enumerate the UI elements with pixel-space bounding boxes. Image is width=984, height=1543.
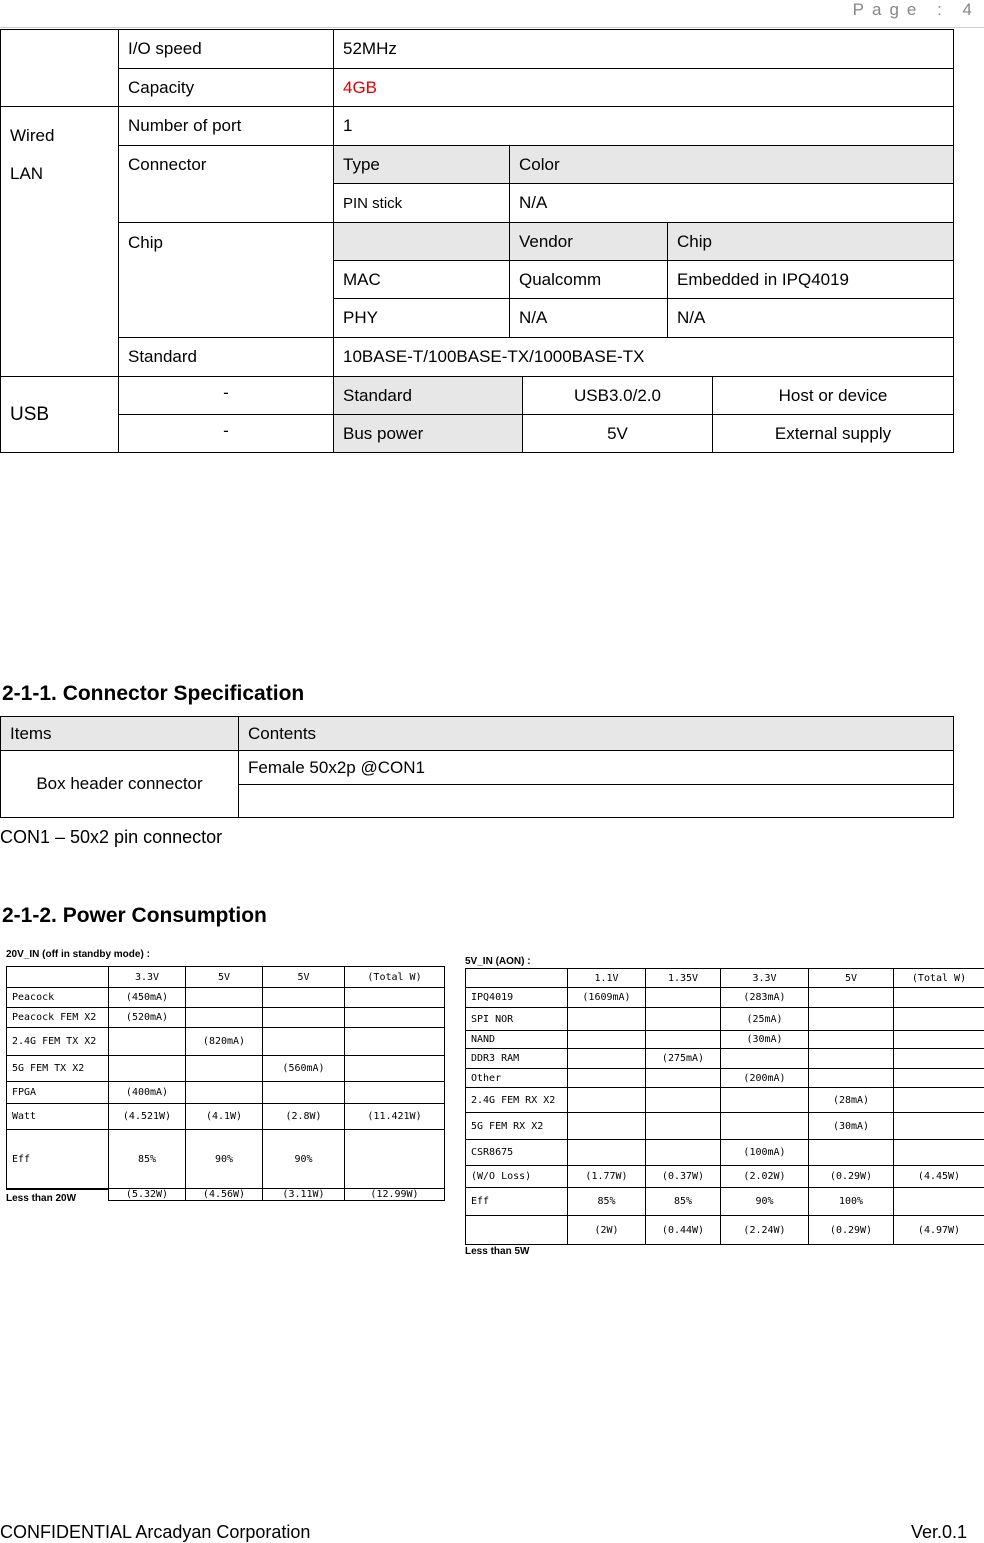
- power-cell: (1609mA): [567, 987, 646, 1008]
- usb-bus-label: Bus power: [333, 414, 523, 453]
- power-cell: 100%: [808, 1187, 894, 1216]
- power-header-cell: (Total W): [893, 968, 984, 988]
- type-header: Type: [333, 145, 510, 184]
- items-header: Items: [0, 716, 239, 751]
- power-cell: 5G FEM TX X2: [6, 1055, 109, 1082]
- power-cell: [567, 1068, 646, 1088]
- blank-cell: [0, 29, 119, 107]
- mac-label: MAC: [333, 260, 510, 299]
- power-cell: [262, 987, 345, 1008]
- box-header-connector: Box header connector: [0, 750, 239, 818]
- power-cell: [344, 1027, 445, 1056]
- left-power-note: Less than 20W: [6, 1193, 77, 1204]
- power-cell: 2.4G FEM TX X2: [6, 1027, 109, 1056]
- power-cell: (4.45W): [893, 1165, 984, 1188]
- power-cell: [893, 987, 984, 1008]
- power-cell: (275mA): [645, 1048, 721, 1069]
- power-cell: (450mA): [108, 987, 186, 1008]
- power-cell: (100mA): [720, 1139, 809, 1166]
- power-cell: (2W): [567, 1215, 646, 1245]
- wired-lan-line1: Wired: [10, 126, 55, 145]
- power-cell: [720, 1112, 809, 1140]
- capacity-label: Capacity: [118, 68, 334, 107]
- power-cell: [185, 987, 263, 1008]
- power-cell: (11.421W): [344, 1103, 445, 1130]
- standard-value: 10BASE-T/100BASE-TX/1000BASE-TX: [333, 337, 954, 377]
- power-cell: [262, 1007, 345, 1028]
- type-value: PIN stick: [333, 183, 510, 223]
- power-cell: Peacock: [6, 987, 109, 1008]
- usb-bus-supply: External supply: [712, 414, 954, 453]
- power-cell: [808, 1139, 894, 1166]
- power-cell: [720, 1087, 809, 1113]
- power-cell: [808, 1007, 894, 1031]
- power-cell: 90%: [720, 1187, 809, 1216]
- chip-header: Chip: [667, 222, 954, 261]
- power-cell: 85%: [645, 1187, 721, 1216]
- con1-caption: CON1 – 50x2 pin connector: [0, 827, 223, 847]
- vendor-header: Vendor: [509, 222, 668, 261]
- power-cell: (1.77W): [567, 1165, 646, 1188]
- power-cell: (0.44W): [645, 1215, 721, 1245]
- phy-chip: N/A: [667, 298, 954, 338]
- power-cell: [645, 987, 721, 1008]
- power-cell: [645, 1087, 721, 1113]
- power-cell: [344, 1007, 445, 1028]
- power-cell: [185, 1055, 263, 1082]
- power-cell: (5.32W): [108, 1188, 186, 1201]
- power-cell: (283mA): [720, 987, 809, 1008]
- power-cell: (4.521W): [108, 1103, 186, 1130]
- power-header-cell: 5V: [808, 968, 894, 988]
- power-cell: [6, 1188, 109, 1190]
- power-header-cell: 3.3V: [720, 968, 809, 988]
- power-cell: [567, 1112, 646, 1140]
- power-header-cell: 5V: [185, 966, 263, 988]
- power-cell: [108, 1027, 186, 1056]
- chip-label: Chip: [118, 222, 334, 338]
- power-cell: 90%: [262, 1129, 345, 1189]
- power-cell: 85%: [108, 1129, 186, 1189]
- power-cell: (30mA): [720, 1030, 809, 1049]
- phy-label: PHY: [333, 298, 510, 338]
- power-cell: [808, 987, 894, 1008]
- capacity-value: 4GB: [333, 68, 954, 107]
- power-cell: (560mA): [262, 1055, 345, 1082]
- power-header-cell: [465, 968, 568, 988]
- power-cell: [567, 1087, 646, 1113]
- left-power-title: 20V_IN (off in standby mode) :: [6, 949, 150, 960]
- female-connector: Female 50x2p @CON1: [238, 750, 954, 785]
- usb-standard-mode: Host or device: [712, 376, 954, 415]
- power-cell: (400mA): [108, 1081, 186, 1104]
- mac-vendor: Qualcomm: [509, 260, 668, 299]
- power-cell: [645, 1068, 721, 1088]
- power-cell: 90%: [185, 1129, 263, 1189]
- power-cell: (30mA): [808, 1112, 894, 1140]
- power-cell: [262, 1081, 345, 1104]
- footer-right: Ver.0.1: [910, 1522, 967, 1542]
- power-cell: [645, 1007, 721, 1031]
- power-cell: [262, 1027, 345, 1056]
- power-cell: [893, 1112, 984, 1140]
- power-cell: (0.29W): [808, 1165, 894, 1188]
- power-heading: 2-1-2. Power Consumption: [2, 904, 267, 927]
- right-power-title: 5V_IN (AON) :: [465, 956, 531, 967]
- power-cell: [344, 1055, 445, 1082]
- power-cell: Other: [465, 1068, 568, 1088]
- phy-vendor: N/A: [509, 298, 668, 338]
- power-cell: (2.8W): [262, 1103, 345, 1130]
- power-cell: Eff: [6, 1129, 109, 1189]
- power-header-cell: (Total W): [344, 966, 445, 988]
- power-header-cell: 3.3V: [108, 966, 186, 988]
- power-header-cell: 5V: [262, 966, 345, 988]
- power-cell: [808, 1068, 894, 1088]
- power-cell: CSR8675: [465, 1139, 568, 1166]
- power-cell: [344, 1129, 445, 1189]
- power-cell: [567, 1030, 646, 1049]
- power-cell: [645, 1112, 721, 1140]
- page-number: Page : 4: [852, 0, 980, 19]
- contents-header: Contents: [238, 716, 954, 751]
- power-header-cell: 1.35V: [645, 968, 721, 988]
- power-cell: [185, 1081, 263, 1104]
- power-cell: [645, 1139, 721, 1166]
- io-speed-value: 52MHz: [333, 29, 954, 69]
- power-cell: (200mA): [720, 1068, 809, 1088]
- io-speed-label: I/O speed: [118, 29, 334, 69]
- power-cell: [893, 1139, 984, 1166]
- power-cell: (3.11W): [262, 1188, 345, 1201]
- power-cell: [567, 1139, 646, 1166]
- mac-chip: Embedded in IPQ4019: [667, 260, 954, 299]
- power-cell: Eff: [465, 1187, 568, 1216]
- usb-label: USB: [0, 376, 119, 453]
- color-value: N/A: [509, 183, 954, 223]
- usb-dash-2: -: [118, 414, 334, 453]
- power-cell: NAND: [465, 1030, 568, 1049]
- power-cell: 85%: [567, 1187, 646, 1216]
- power-cell: [808, 1048, 894, 1069]
- power-cell: [893, 1048, 984, 1069]
- power-cell: (25mA): [720, 1007, 809, 1031]
- contents-blank: [238, 784, 954, 818]
- wired-lan-label: [0, 106, 119, 377]
- connector-label: Connector: [118, 145, 334, 223]
- power-cell: [567, 1048, 646, 1069]
- power-cell: [720, 1048, 809, 1069]
- header-divider: [0, 27, 984, 28]
- power-cell: 5G FEM RX X2: [465, 1112, 568, 1140]
- power-cell: IPQ4019: [465, 987, 568, 1008]
- usb-dash-1: -: [118, 376, 334, 415]
- power-cell: [893, 1187, 984, 1216]
- power-cell: (2.24W): [720, 1215, 809, 1245]
- power-cell: [344, 1081, 445, 1104]
- power-cell: Peacock FEM X2: [6, 1007, 109, 1028]
- power-cell: [893, 1007, 984, 1031]
- connector-spec-heading: 2-1-1. Connector Specification: [2, 682, 305, 705]
- num-port-value: 1: [333, 106, 954, 146]
- power-cell: [465, 1215, 568, 1245]
- power-cell: (0.29W): [808, 1215, 894, 1245]
- chip-blank-header: [333, 222, 510, 261]
- power-cell: (28mA): [808, 1087, 894, 1113]
- power-cell: (0.37W): [645, 1165, 721, 1188]
- power-cell: 2.4G FEM RX X2: [465, 1087, 568, 1113]
- power-cell: (2.02W): [720, 1165, 809, 1188]
- color-header: Color: [509, 145, 954, 184]
- power-cell: (520mA): [108, 1007, 186, 1028]
- power-cell: [344, 987, 445, 1008]
- power-cell: DDR3 RAM: [465, 1048, 568, 1069]
- power-header-cell: 1.1V: [567, 968, 646, 988]
- usb-bus-value: 5V: [522, 414, 713, 453]
- power-cell: SPI NOR: [465, 1007, 568, 1031]
- right-power-note: Less than 5W: [465, 1246, 530, 1257]
- power-cell: [185, 1007, 263, 1028]
- power-cell: (820mA): [185, 1027, 263, 1056]
- power-cell: [893, 1087, 984, 1113]
- power-cell: Watt: [6, 1103, 109, 1130]
- power-cell: [108, 1055, 186, 1082]
- usb-standard-value: USB3.0/2.0: [522, 376, 713, 415]
- power-cell: (4.97W): [893, 1215, 984, 1245]
- power-cell: (4.56W): [185, 1188, 263, 1201]
- power-cell: [645, 1030, 721, 1049]
- power-cell: [893, 1030, 984, 1049]
- power-cell: (W/O Loss): [465, 1165, 568, 1188]
- power-cell: (12.99W): [344, 1188, 445, 1201]
- power-cell: [808, 1030, 894, 1049]
- num-port-label: Number of port: [118, 106, 334, 146]
- power-cell: [893, 1068, 984, 1088]
- wired-lan-line2: LAN: [10, 164, 44, 183]
- power-header-cell: [6, 966, 109, 988]
- power-cell: FPGA: [6, 1081, 109, 1104]
- footer-left: CONFIDENTIAL Arcadyan Corporation: [0, 1522, 311, 1542]
- power-cell: (4.1W): [185, 1103, 263, 1130]
- standard-label: Standard: [118, 337, 334, 377]
- usb-standard-label: Standard: [333, 376, 523, 415]
- power-cell: [567, 1007, 646, 1031]
